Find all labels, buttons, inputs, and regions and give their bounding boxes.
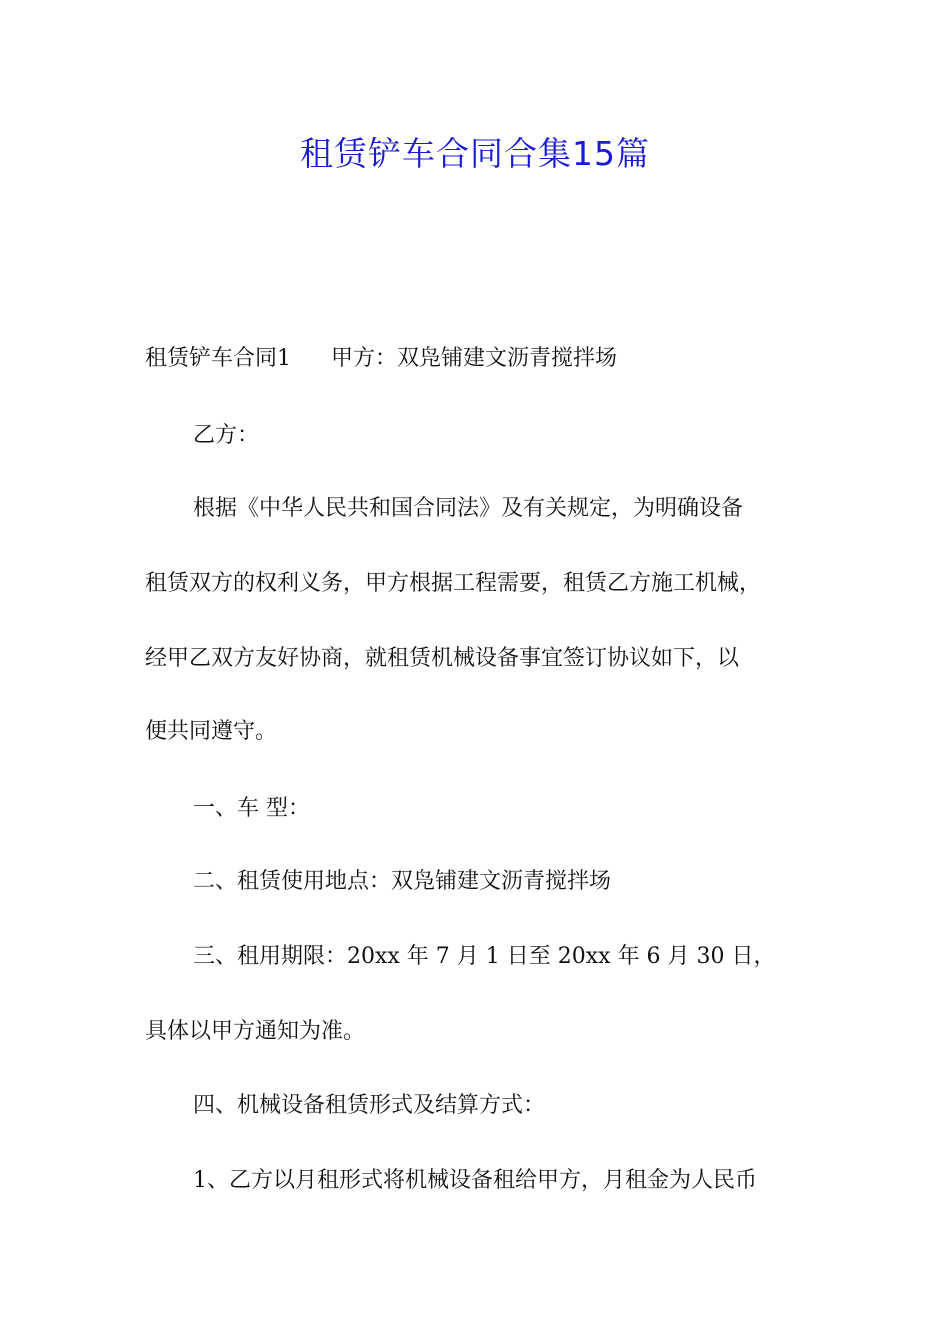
- clause-monthly-rent: 1、乙方以月租形式将机械设备租给甲方，月租金为人民币: [193, 1168, 757, 1193]
- paragraph-line: 便共同遵守。: [145, 719, 278, 744]
- clause-term-cont: 具体以甲方通知为准。: [145, 1019, 366, 1044]
- party-b: 乙方：: [193, 423, 260, 448]
- clause-term: 三、租用期限：20xx 年 7 月 1 日至 20xx 年 6 月 30 日，: [193, 944, 776, 969]
- paragraph-line: 经甲乙双方友好协商，就租赁机械设备事宜签订协议如下，以: [145, 646, 740, 671]
- paragraph-line: 根据《中华人民共和国合同法》及有关规定，为明确设备: [193, 496, 744, 521]
- section-heading-line: [145, 344, 617, 374]
- paragraph-line: 租赁双方的权利义务，甲方根据工程需要，租赁乙方施工机械，: [145, 571, 762, 596]
- party-a: 甲方：双凫铺建文沥青搅拌场: [331, 346, 618, 371]
- clause-settlement: 四、机械设备租赁形式及结算方式：: [193, 1093, 546, 1118]
- document-title: 租赁铲车合同合集15篇: [300, 134, 650, 173]
- clause-vehicle-type: 一、车 型：: [193, 796, 310, 821]
- clause-location: 二、租赁使用地点：双凫铺建文沥青搅拌场: [193, 869, 612, 894]
- section-heading: 租赁铲车合同1: [145, 346, 291, 371]
